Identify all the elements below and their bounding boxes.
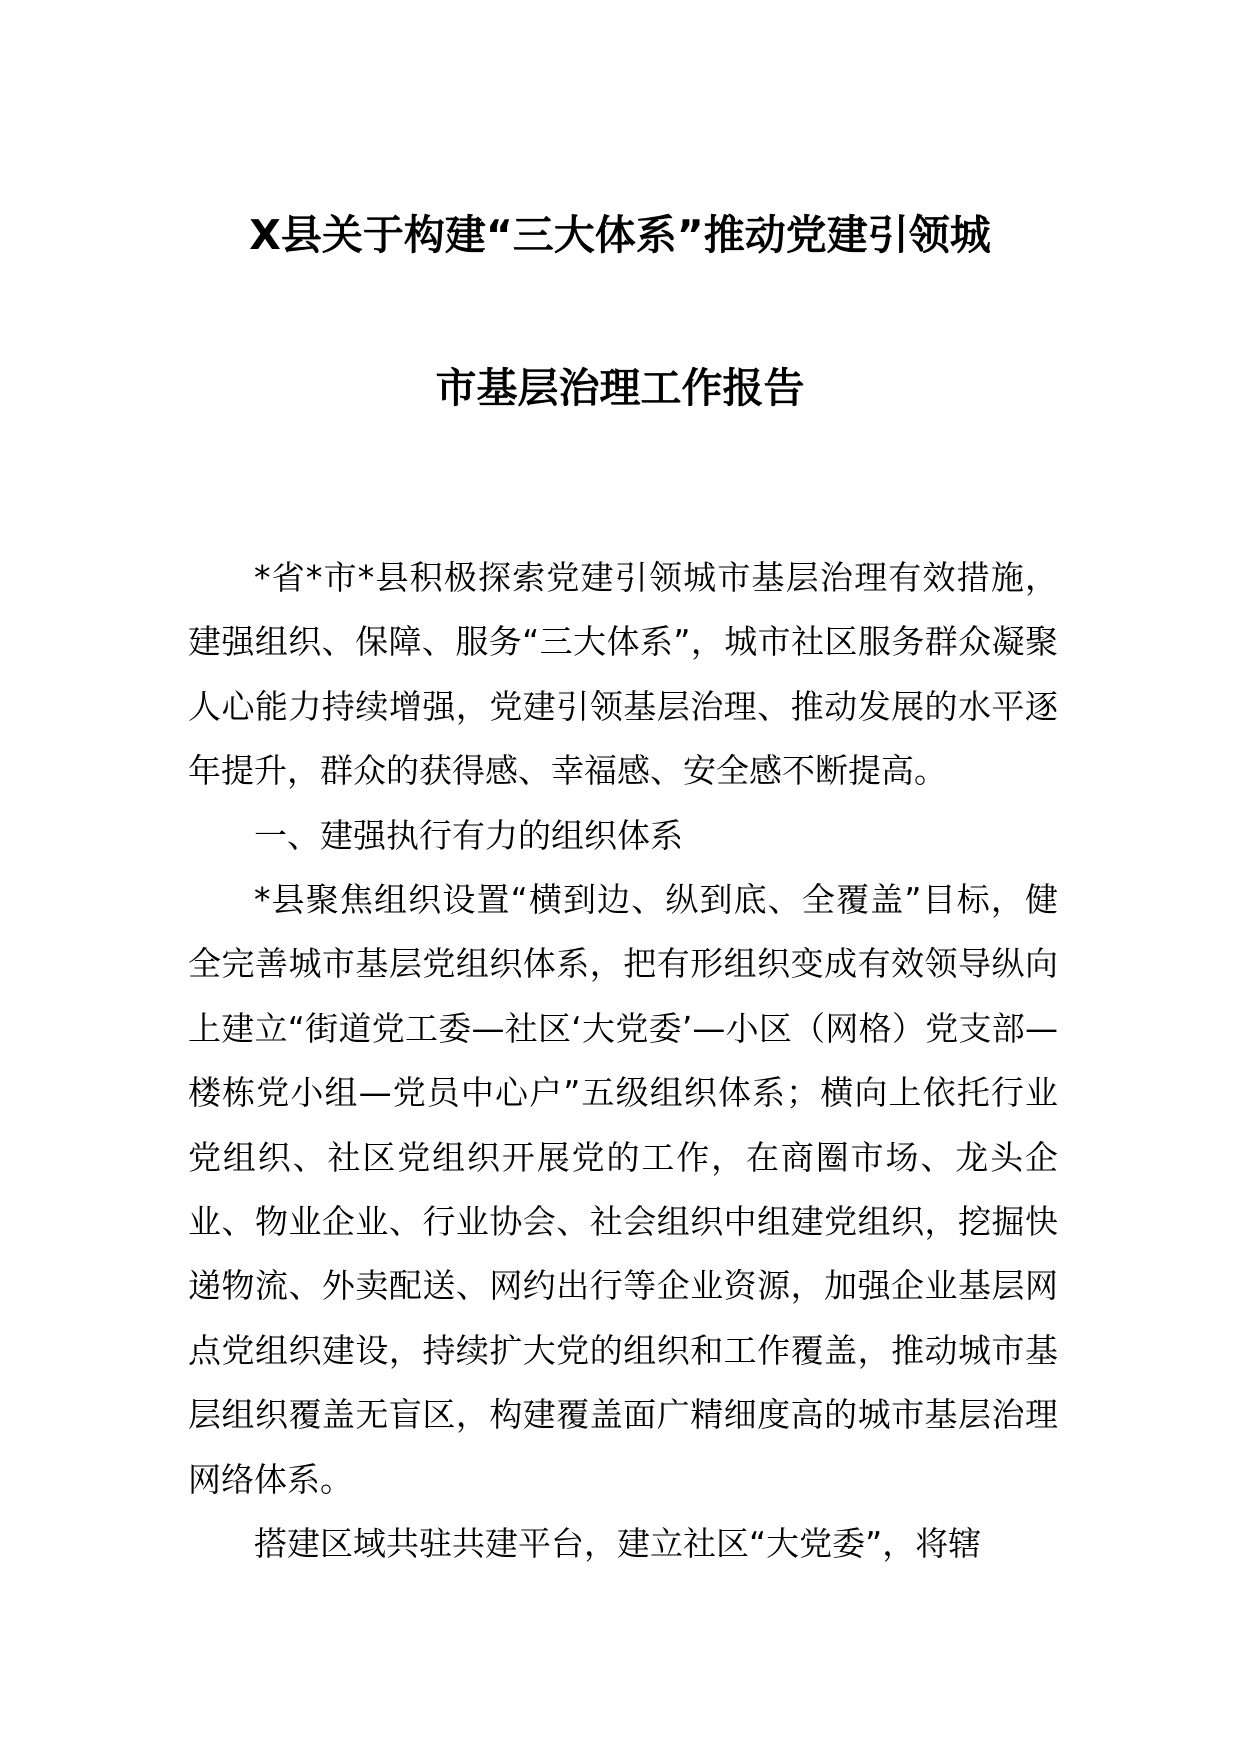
body-paragraph-platform: 搭建区域共驻共建平台，建立社区“大党委”，将辖 [254,1524,982,1564]
body-paragraph-organization: *县聚焦组织设置“横到边、纵到底、全覆盖”目标，健全完善城市基层党组织体系，把有形组织变成有效领导纵向上建立“街道党工委—社区‘大党委’—小区（网格）党支部—楼栋党小组—党员中心户”五级组织体系；横向上依托行业党组织、社区党组织开展党的工作，在商圈市场、龙头企业、物业企业、行业协会、社会组织中组建党组织，挖掘快递物流、外卖配送、网约出行等企业资源，加强企业基层网点党组织建设，持续扩大党的组织和工作覆盖，推动城市基层组织覆盖无盲区，构建覆盖面广精细度高的城市基层治理网络体系。 [188,880,1058,1499]
document-title-line-2: 市基层治理工作报告 [435,364,805,412]
document-body [188,546,1058,1577]
document-title-line-1: X县关于构建“三大体系”推动党建引领城 [249,211,991,259]
intro-paragraph: *省*市*县积极探索党建引领城市基层治理有效措施，建强组织、保障、服务“三大体系”，城市社区服务群众凝聚人心能力持续增强，党建引领基层治理、推动发展的水平逐年提升，群众的获得感、幸福感、安全感不断提高。 [188,558,1058,791]
section-heading-1: 一、建强执行有力的组织体系 [254,815,683,855]
